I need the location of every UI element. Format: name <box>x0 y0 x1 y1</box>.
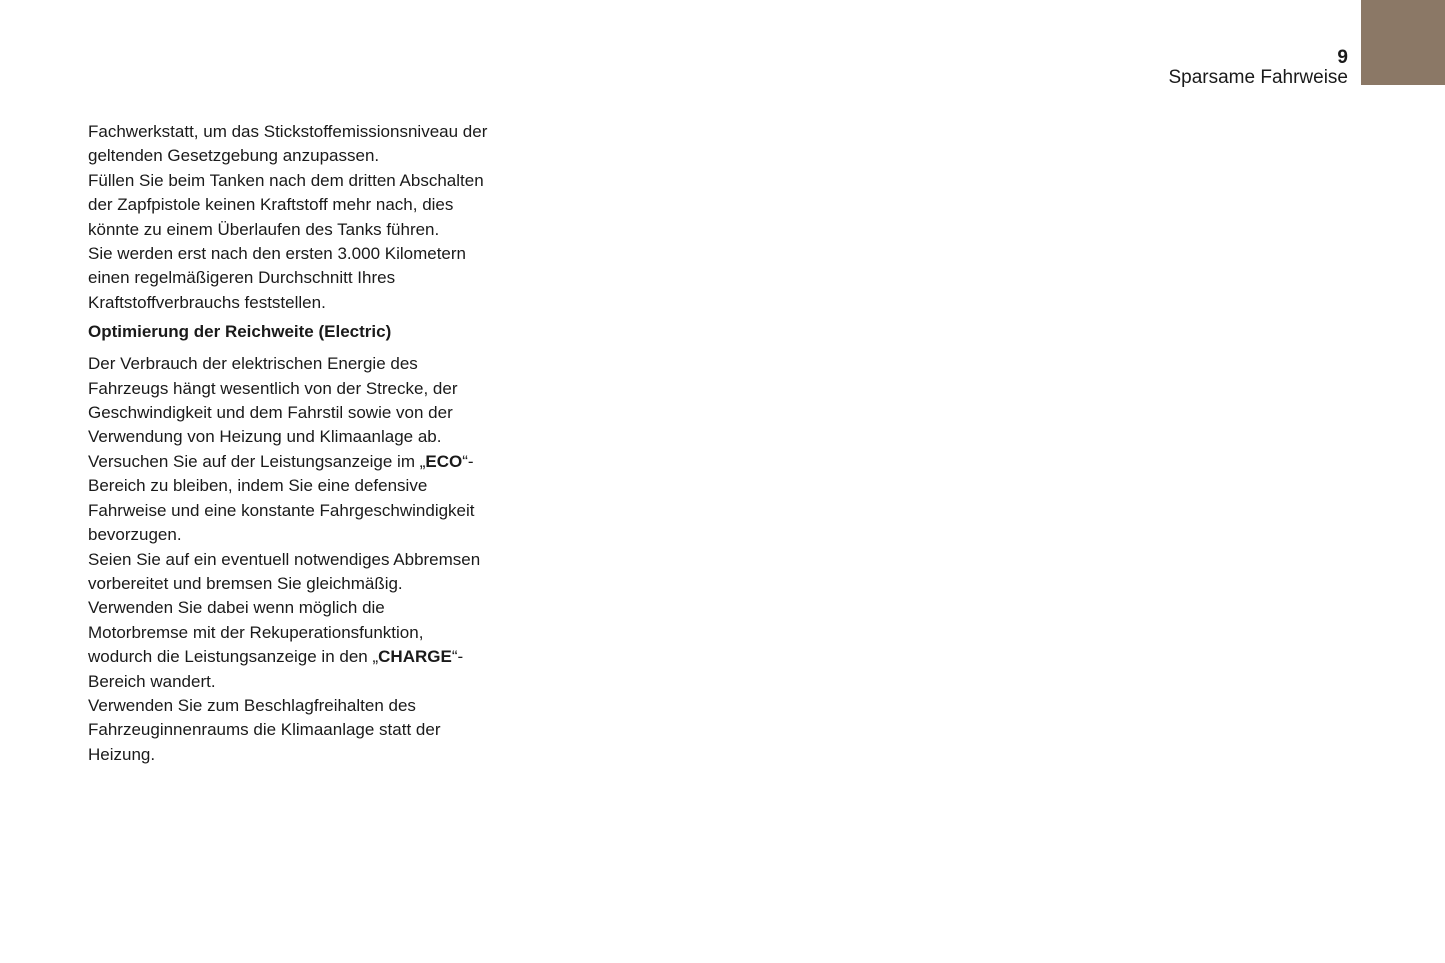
paragraph-eco-zone <box>88 450 488 548</box>
paragraph-average: Sie werden erst nach den ersten 3.000 Kilometern einen regelmäßigeren Durchschnitt Ihres Kraftstoffverbrauchs feststellen. <box>88 244 467 312</box>
paragraph-braking: Seien Sie auf ein eventuell notwendiges Abbremsen vorbereitet und bremsen Sie gleichmäßig. <box>88 549 481 593</box>
eco-label: ECO <box>425 451 463 471</box>
paragraph-energy-use: Der Verbrauch der elektrischen Energie des Fahrzeugs hängt wesentlich von der Strecke, der Geschwindigkeit und dem Fahrstil sowie von der Verwendung von Heizung und Klimaanlage ab. <box>88 354 458 447</box>
eco-text-after: “-Bereich zu bleiben, indem Sie eine defensive Fahrweise und eine konstante Fahrgeschwindigkeit bevorzugen. <box>88 451 475 545</box>
paragraph-refuel: Füllen Sie beim Tanken nach dem dritten Abschalten der Zapfpistole keinen Kraftstoff mehr nach, dies könnte zu einem Überlaufen des Tanks führen. <box>88 170 484 239</box>
paragraph-workshop: Fachwerkstatt, um das Stickstoffemissionsniveau der geltenden Gesetzgebung anzupassen. <box>88 122 488 166</box>
eco-text-before: Versuchen Sie auf der Leistungsanzeige im „ <box>88 451 426 471</box>
page-number: 9 <box>1337 47 1348 68</box>
heading-range-optimisation: Optimierung der Reichweite (Electric) <box>88 322 392 342</box>
body-text <box>88 120 488 767</box>
chapter-tab <box>1361 0 1445 85</box>
paragraph-charge-zone <box>88 596 488 694</box>
section-title: Sparsame Fahrweise <box>1168 67 1348 88</box>
charge-label: CHARGE <box>378 647 452 667</box>
paragraph-demisting: Verwenden Sie zum Beschlagfreihalten des Fahrzeuginnenraums die Klimaanlage statt der Heizung. <box>88 695 441 764</box>
charge-text-before: Verwenden Sie dabei wenn möglich die Motorbremse mit der Rekuperationsfunktion, wodurch die Leistungsanzeige in den „ <box>88 598 424 667</box>
charge-text-after: “-Bereich wandert. <box>88 647 464 691</box>
